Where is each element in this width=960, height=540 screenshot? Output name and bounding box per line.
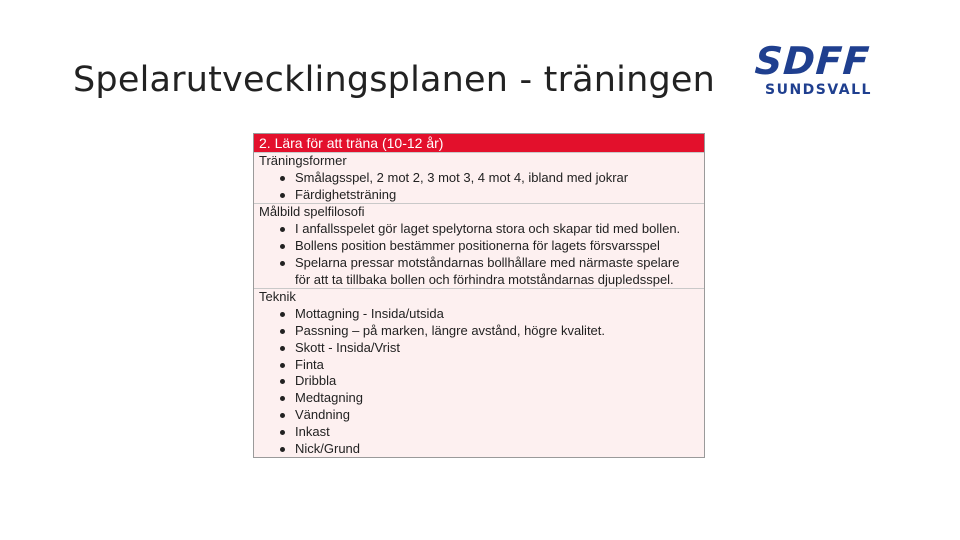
list-item: Spelarna pressar motståndarnas bollhållare med närmaste spelare för att ta tillbaka bollen och förhindra motståndarnas djupledsspel. xyxy=(259,255,704,289)
sdff-sundsvall-logo xyxy=(755,40,870,102)
logo-mark: SDFF xyxy=(753,39,872,83)
list-item: Färdighetsträning xyxy=(259,187,704,204)
list-item: Dribbla xyxy=(259,373,704,390)
list-item: Nick/Grund xyxy=(259,441,704,458)
list-item: Medtagning xyxy=(259,390,704,407)
list-item: Vändning xyxy=(259,407,704,424)
bullet-list xyxy=(259,221,704,288)
list-item: Inkast xyxy=(259,424,704,441)
section-title: Träningsformer xyxy=(259,153,347,168)
list-item: Skott - Insida/Vrist xyxy=(259,340,704,357)
section-traningsformer xyxy=(254,152,704,203)
list-item: Finta xyxy=(259,357,704,374)
section-malbild-spelfilosofi xyxy=(254,203,704,288)
section-title: Teknik xyxy=(259,289,296,305)
list-item: Passning – på marken, längre avstånd, högre kvalitet. xyxy=(259,323,704,340)
logo-subtitle: SUNDSVALL xyxy=(765,82,872,98)
section-title: Målbild spelfilosofi xyxy=(259,204,365,220)
list-item: Smålagsspel, 2 mot 2, 3 mot 3, 4 mot 4, ibland med jokrar xyxy=(259,170,704,187)
list-item: Bollens position bestämmer positionerna för lagets försvarsspel xyxy=(259,238,704,255)
table-header: 2. Lära för att träna (10-12 år) xyxy=(254,134,704,152)
bullet-list xyxy=(259,306,704,457)
list-item: I anfallsspelet gör laget spelytorna stora och skapar tid med bollen. xyxy=(259,221,704,238)
section-teknik xyxy=(254,288,704,457)
list-item: Mottagning - Insida/utsida xyxy=(259,306,704,323)
bullet-list xyxy=(259,170,704,204)
slide-title: Spelarutvecklingsplanen - träningen xyxy=(73,60,716,100)
training-plan-table xyxy=(253,133,705,458)
